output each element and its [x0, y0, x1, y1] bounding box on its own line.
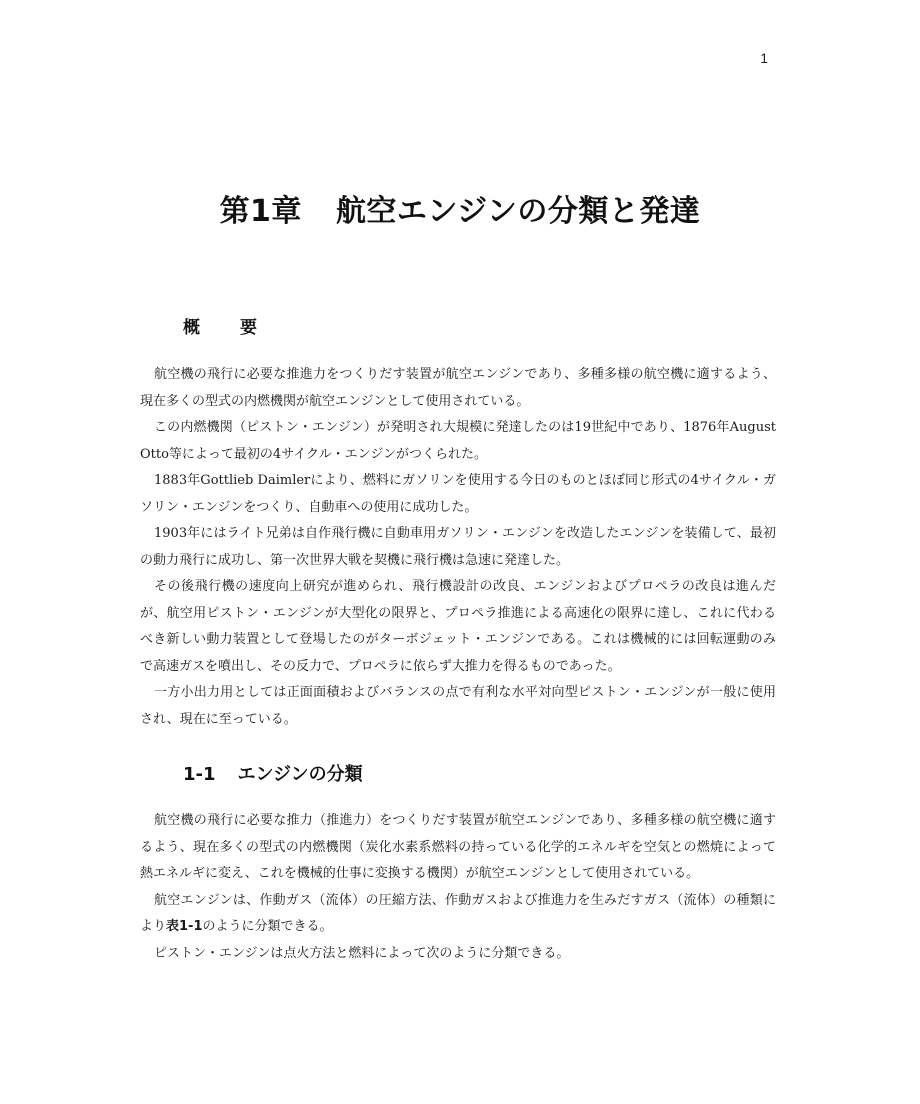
- paragraph: 航空機の飛行に必要な推進力をつくりだす装置が航空エンジンであり、多種多様の航空機に適するよう、現在多くの型式の内燃機関が航空エンジンとして使用されている。: [140, 367, 776, 409]
- overview-heading: 概要: [183, 318, 297, 338]
- paragraph: 1883年Gottlieb Daimlerにより、燃料にガソリンを使用する今日のものとほぼ同じ形式の4サイクル・ガソリン・エンジンをつくり、自動車への使用に成功した。: [140, 473, 776, 515]
- paragraph-text: のように分類できる。: [202, 919, 333, 934]
- paragraph: その後飛行機の速度向上研究が進められ、飛行機設計の改良、エンジンおよびプロペラの改良は進んだが、航空用ピストン・エンジンが大型化の限界と、プロペラ推進による高速化の限界に達し、これに代わるべき新しい動力装置として登場したのがターボジェット・エンジンである。これは機械的には回転運動のみで高速ガスを噴出し、その反力で、プロペラに依らず大推力を得るものであった。: [140, 579, 776, 674]
- paragraph: この内燃機関（ピストン・エンジン）が発明され大規模に発達したのは19世紀中であり、1876年August Otto等によって最初の4サイクル・エンジンがつくられた。: [140, 420, 776, 462]
- paragraph: 1903年にはライト兄弟は自作飛行機に自動車用ガソリン・エンジンを改造したエンジンを装備して、最初の動力飛行に成功し、第一次世界大戦を契機に飛行機は急速に発達した。: [140, 526, 776, 568]
- paragraph-text: 航空エンジンは、作動ガス（流体）の圧縮方法、作動ガスおよび推進力を生みだすガス（流体）の種類により: [140, 892, 776, 934]
- section-number: 1-1: [183, 764, 216, 785]
- paragraph-table-ref: [140, 888, 776, 941]
- chapter-title: [0, 186, 920, 230]
- section-heading: [183, 760, 363, 786]
- table-reference: 表1-1: [166, 919, 203, 934]
- overview-body: [140, 362, 776, 733]
- section-body: [140, 808, 776, 967]
- section-title: エンジンの分類: [237, 764, 363, 785]
- paragraph: 航空機の飛行に必要な推力（推進力）をつくりだす装置が航空エンジンであり、多種多様の航空機に適するよう、現在多くの型式の内燃機関（炭化水素系燃料の持っている化学的エネルギを空気との燃焼によって熱エネルギに変え、これを機械的仕事に変換する機関）が航空エンジンとして使用されている。: [140, 813, 776, 881]
- paragraph: ピストン・エンジンは点火方法と燃料によって次のように分類できる。: [154, 945, 570, 961]
- chapter-number: 第1章: [219, 194, 302, 229]
- chapter-title-text: 航空エンジンの分類と発達: [335, 194, 701, 229]
- page-number: 1: [760, 50, 768, 66]
- paragraph: 一方小出力用としては正面面積およびバランスの点で有利な水平対向型ピストン・エンジンが一般に使用され、現在に至っている。: [140, 685, 776, 727]
